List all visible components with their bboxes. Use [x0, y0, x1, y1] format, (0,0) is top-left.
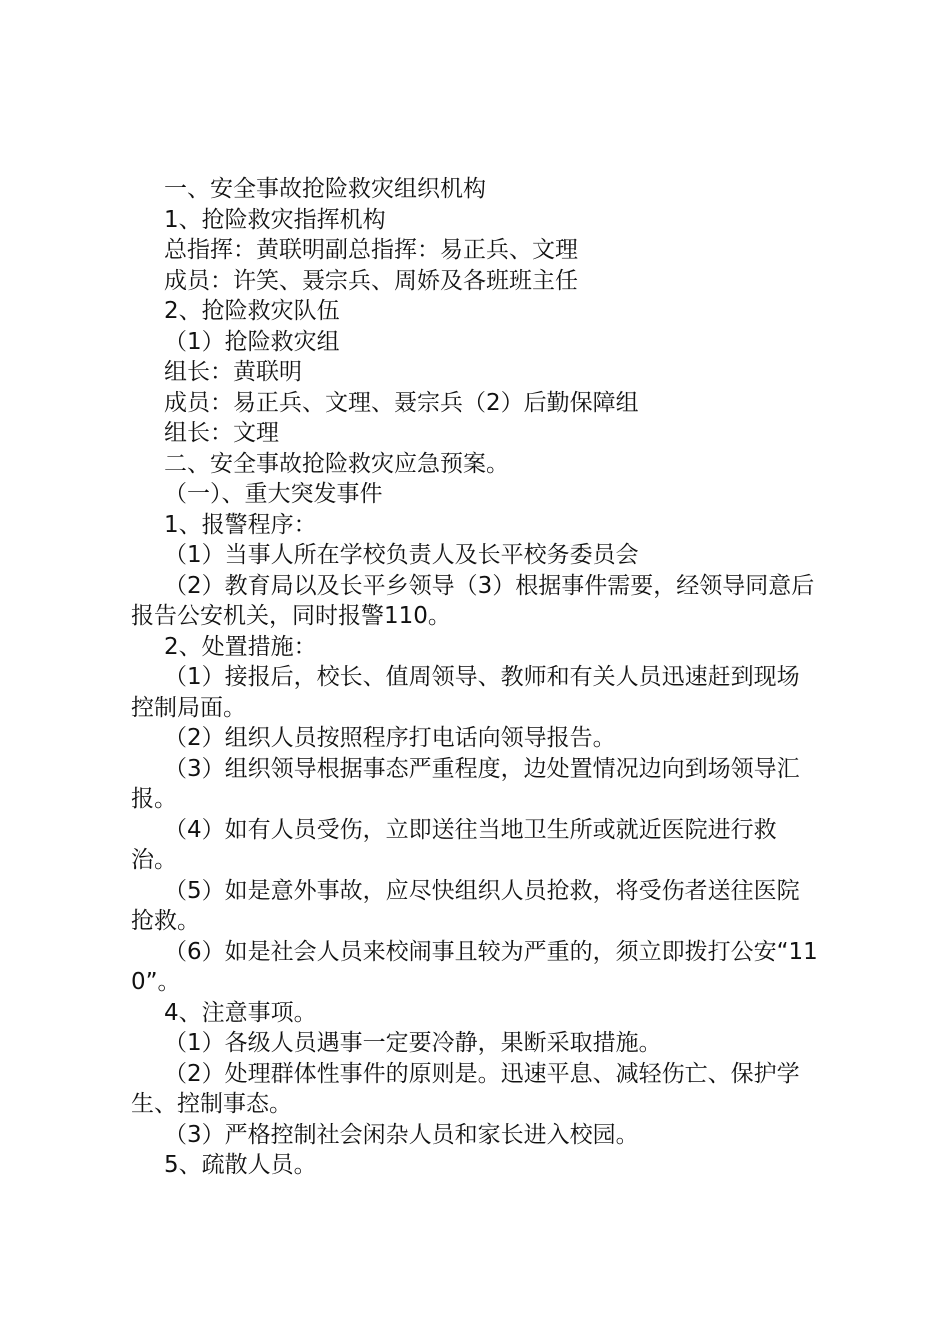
subheading-evacuation: 5、疏散人员。 — [164, 1152, 317, 1178]
paragraph: （1）各级人员遇事一定要冷静，果断采取措施。 — [164, 1030, 662, 1056]
subheading-measures: 2、处置措施： — [164, 633, 317, 660]
paragraph: （1）抢险救灾组 — [164, 328, 340, 355]
paragraph: （2）处理群体性事件的原则是。迅速平息、减轻伤亡、保护学生、控制事态。 — [131, 1060, 800, 1117]
paragraph: 组长：黄联明 — [164, 359, 302, 385]
paragraph: （5）如是意外事故，应尽快组织人员抢救，将受伤者送往医院抢救。 — [131, 877, 800, 934]
subheading-team: 2、抢险救灾队伍 — [164, 298, 340, 324]
subheading-alarm-procedure: 1、报警程序： — [164, 511, 317, 538]
paragraph: （4）如有人员受伤，立即送往当地卫生所或就近医院进行救治。 — [131, 816, 777, 873]
paragraph: （2）组织人员按照程序打电话向领导报告。 — [164, 725, 616, 751]
subheading-notes: 4、注意事项。 — [164, 999, 317, 1026]
paragraph: 组长：文理 — [164, 420, 279, 446]
subheading-major-incident: （一）、重大突发事件 — [164, 481, 383, 507]
paragraph: （1）当事人所在学校负责人及长平校务委员会 — [164, 542, 639, 568]
heading-emergency-plan: 二、安全事故抢险救灾应急预案。 — [164, 450, 509, 477]
paragraph: （6）如是社会人员来校闹事且较为严重的，须立即拨打公安“110”。 — [131, 938, 818, 995]
paragraph: 成员：易正兵、文理、聂宗兵（2）后勤保障组 — [164, 389, 639, 416]
paragraph: 总指挥：黄联明副总指挥：易正兵、文理 — [164, 237, 578, 263]
paragraph: （2）教育局以及长平乡领导（3）根据事件需要，经领导同意后报告公安机关，同时报警110。 — [131, 572, 815, 629]
paragraph: （3）严格控制社会闲杂人员和家长进入校园。 — [164, 1121, 639, 1148]
document-body — [131, 174, 821, 1181]
heading-org-structure: 一、安全事故抢险救灾组织机构 — [164, 176, 486, 202]
paragraph: （3）组织领导根据事态严重程度，边处置情况边向到场领导汇报。 — [131, 755, 800, 812]
paragraph: （1）接报后，校长、值周领导、教师和有关人员迅速赶到现场控制局面。 — [131, 664, 800, 721]
paragraph: 成员：许笑、聂宗兵、周娇及各班班主任 — [164, 267, 578, 294]
subheading-command: 1、抢险救灾指挥机构 — [164, 206, 386, 233]
